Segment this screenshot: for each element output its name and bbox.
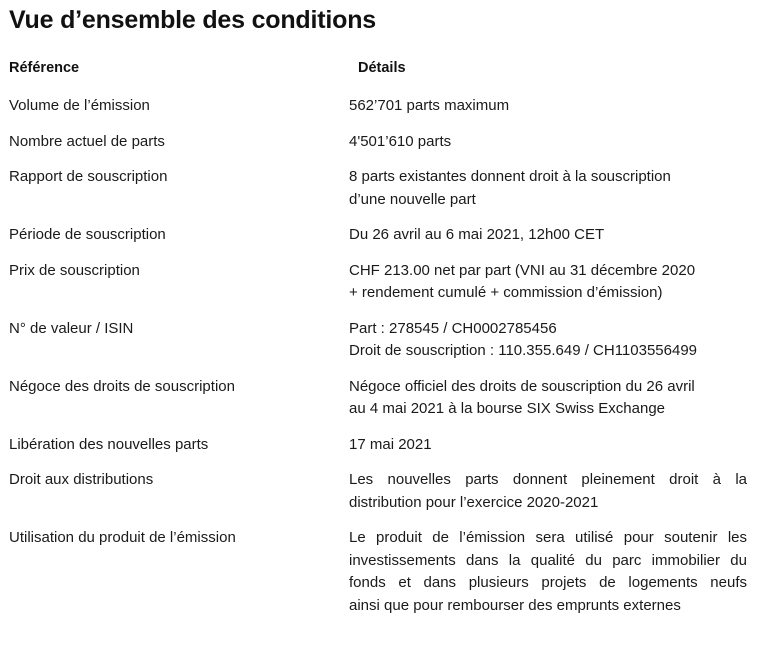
row-detail [349,166,747,211]
detail-line: 8 parts existantes donnent droit à la souscription [349,168,671,185]
row-label: Rapport de souscription [9,168,168,185]
detail-line: 562’701 parts maximum [349,97,510,114]
row-utilisation-produit [0,527,773,630]
detail-line: ainsi que pour rembourser des emprunts externes [349,596,681,614]
row-label: Libération des nouvelles parts [9,435,209,453]
row-detail [349,376,747,421]
row-valeur-isin [0,318,773,376]
row-label: Nombre actuel de parts [9,132,165,150]
detail-line: 4'501’610 parts [349,132,452,150]
row-detail [349,224,747,247]
row-label: Droit aux distributions [9,471,154,488]
detail-line: Du 26 avril au 6 mai 2021, 12h00 CET [349,226,605,243]
row-negoce-droits [0,376,773,434]
detail-line: Négoce officiel des droits de souscription du 26 avril [349,377,695,395]
row-detail [349,434,747,457]
detail-line: Part : 278545 / CH0002785456 [349,319,557,337]
detail-line: + rendement cumulé + commission d’émission) [349,284,663,301]
page-title: Vue d’ensemble des conditions [9,6,376,34]
conditions-table [0,95,773,630]
detail-line: CHF 213.00 net par part (VNI au 31 décembre 2020 [349,261,696,279]
detail-line: 17 mai 2021 [349,435,432,453]
column-header-reference: Référence [9,60,80,76]
detail-line: d’une nouvelle part [349,190,476,208]
detail-line: au 4 mai 2021 à la bourse SIX Swiss Exchange [349,400,666,417]
row-nombre-parts [0,131,773,167]
row-detail [349,318,747,363]
row-liberation-parts [0,434,773,470]
row-detail [349,527,747,617]
row-label: Période de souscription [9,226,166,243]
detail-line: distribution pour l’exercice 2020-2021 [349,493,599,511]
row-label: Négoce des droits de souscription [9,377,235,395]
column-header-details: Détails [358,60,406,76]
row-detail [349,95,747,118]
detail-line: Les nouvelles parts donnent pleinement droit à la [349,471,747,488]
row-volume-emission [0,95,773,131]
row-rapport-souscription [0,166,773,224]
row-label: Utilisation du produit de l’émission [9,529,236,546]
detail-line: investissements dans la qualité du parc immobilier du [349,551,747,569]
row-detail [349,131,747,154]
row-prix-souscription [0,260,773,318]
row-droit-distributions [0,469,773,527]
row-periode-souscription [0,224,773,260]
detail-line: Le produit de l’émission sera utilisé pour soutenir les [349,529,747,546]
detail-line: fonds et dans plusieurs projets de logements neufs [349,574,747,591]
detail-line: Droit de souscription : 110.355.649 / CH1103556499 [349,342,698,359]
row-detail [349,260,747,305]
row-detail [349,469,747,514]
row-label: Volume de l’émission [9,97,150,114]
row-label: N° de valeur / ISIN [9,319,134,337]
row-label: Prix de souscription [9,261,140,279]
